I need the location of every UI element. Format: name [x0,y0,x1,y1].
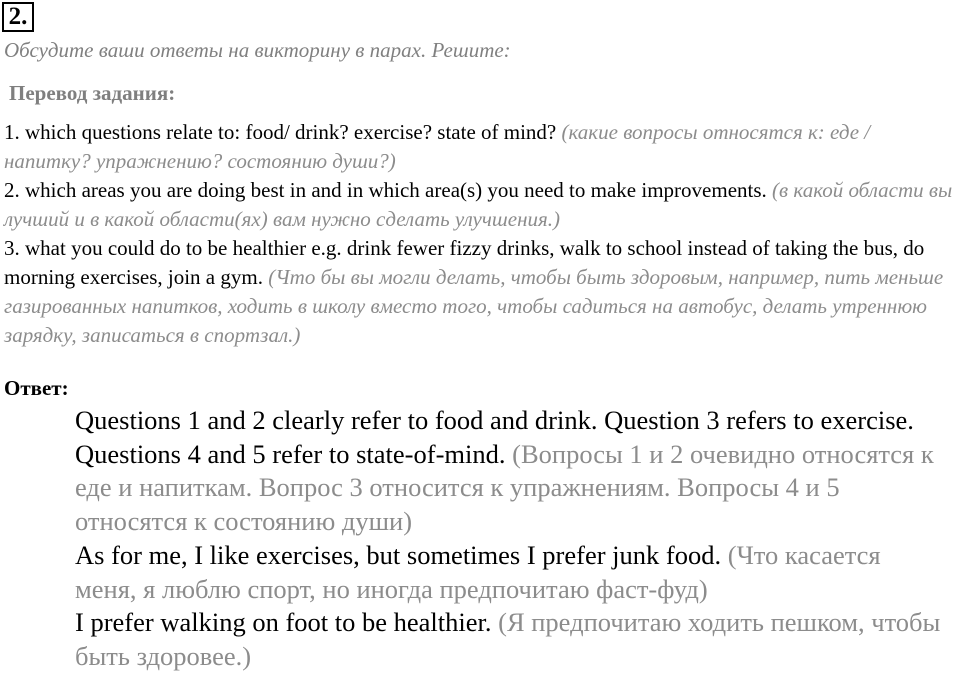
answer-paragraph-3-english: I prefer walking on foot to be healthier. [75,607,492,638]
task-item-2-english: 2. which areas you are doing best in and in which area(s) you need to make improvements. [4,178,767,202]
answer-heading: Ответ: [4,376,69,400]
answer-paragraph-3-russian: (Я предпочитаю ходить пешком, чтобы быть здоровее.) [75,607,941,671]
task-items-list [4,118,956,350]
answer-paragraph-2 [75,539,947,606]
task-instruction: Обсудите ваши ответы на викторину в парах. Решите: [4,38,511,62]
answer-paragraph-1-english: Questions 1 and 2 clearly refer to food and drink. Question 3 refers to exercise. Questions 4 and 5 refer to state-of-mind. [75,405,914,469]
answer-body [75,404,947,674]
task-item-3-russian: (Что бы вы могли делать, чтобы быть здоровым, например, пить меньше газированных напитков, ходить в школу вместо того, чтобы садиться на автобус, делать утреннюю зарядку, записаться в спортзал.) [4,265,944,347]
task-item-1-russian: (какие вопросы относятся к: еде / напитку? упражнению? состоянию души?) [4,120,871,173]
task-number-box: 2. [2,2,34,32]
task-item-2 [4,176,956,234]
answer-paragraph-2-english: As for me, I like exercises, but sometimes I prefer junk food. [75,539,722,570]
task-item-2-russian: (в какой области вы лучший и в какой области(ях) вам нужно сделать улучшения.) [4,178,953,231]
translation-heading: Перевод задания: [9,81,176,105]
answer-paragraph-2-russian: (Что касается меня, я люблю спорт, но иногда предпочитаю фаст-фуд) [75,539,881,604]
answer-paragraph-1-russian: (Вопросы 1 и 2 очевидно относятся к еде и напиткам. Вопрос 3 относится к упражнениям. Вопросы 4 и 5 относятся к состоянию души) [75,438,934,537]
answer-paragraph-3 [75,606,947,673]
answer-paragraph-1 [75,404,947,539]
task-item-3-english: 3. what you could do to be healthier e.g. drink fewer fizzy drinks, walk to school instead of taking the bus, do morning exercises, join a gym. [4,236,925,289]
task-item-1 [4,118,956,176]
task-item-3 [4,234,956,350]
task-item-1-english: 1. which questions relate to: food/ drink? exercise? state of mind? [4,120,557,144]
